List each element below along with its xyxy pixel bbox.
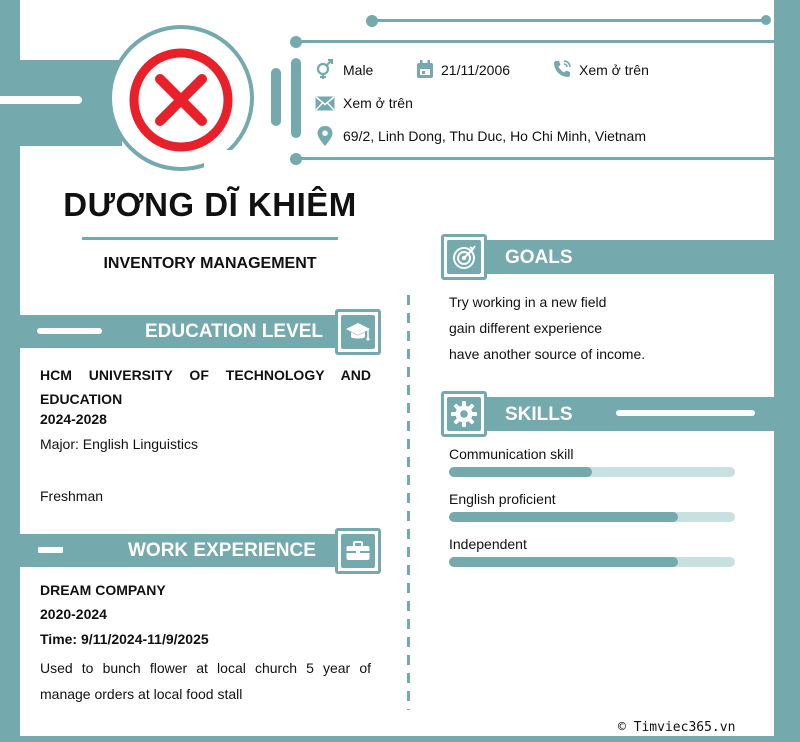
work-header-stripe [38, 547, 63, 553]
goal-line-2: gain different experience [449, 320, 603, 336]
goal-line-3: have another source of income. [449, 346, 646, 362]
candidate-name: DƯƠNG DĨ KHIÊM [63, 186, 357, 223]
work-time: Time: 9/11/2024-11/9/2025 [40, 631, 209, 647]
info-bottom-line [296, 157, 774, 160]
skill-name: English proficient [449, 491, 556, 507]
email-value: Xem ở trên [343, 95, 413, 111]
column-divider [407, 295, 410, 710]
briefcase-icon [341, 534, 375, 568]
education-icon-box [335, 309, 381, 355]
work-heading: WORK EXPERIENCE [128, 540, 316, 561]
phone-value: Xem ở trên [579, 62, 649, 78]
frame-right [774, 0, 800, 742]
work-company: DREAM COMPANY [40, 582, 166, 598]
skill-name: Communication skill [449, 446, 574, 462]
education-school: HCM UNIVERSITY OF TECHNOLOGY AND EDUCATION [40, 367, 371, 407]
goal-line-1: Try working in a new field [449, 294, 607, 310]
skill-fill [449, 512, 678, 522]
location-icon [315, 126, 335, 146]
calendar-icon [415, 59, 435, 79]
candidate-position: INVENTORY MANAGEMENT [103, 255, 317, 272]
goals-icon-box [441, 234, 487, 280]
top-line-end-dot [761, 15, 771, 25]
skills-icon-box [441, 391, 487, 437]
address-value: 69/2, Linh Dong, Thu Duc, Ho Chi Minh, Vietnam [343, 128, 646, 144]
copyright-text: © Timviec365.vn [618, 720, 736, 735]
skill-track [449, 512, 735, 522]
goals-heading: GOALS [505, 247, 573, 268]
gear-icon [447, 397, 481, 431]
skill-fill [449, 467, 592, 477]
education-heading: EDUCATION LEVEL [145, 321, 324, 342]
skill-name: Independent [449, 536, 527, 552]
info-top-line [296, 40, 774, 43]
graduation-cap-icon [341, 315, 375, 349]
header-left-stripe [0, 96, 82, 104]
phone-icon [552, 59, 572, 79]
top-line-dot [366, 15, 378, 27]
skill-track [449, 467, 735, 477]
info-side-bar-1 [271, 68, 281, 126]
skills-header-stripe [616, 410, 755, 416]
birthday-value: 21/11/2006 [441, 62, 511, 78]
info-side-bar-2 [291, 58, 301, 138]
skill-fill [449, 557, 678, 567]
target-icon [447, 240, 481, 274]
info-bottom-dot [290, 153, 302, 165]
mail-icon [315, 93, 335, 113]
gender-value: Male [343, 62, 374, 78]
work-description: Used to bunch flower at local church 5 year of manage orders at local food stall [40, 660, 371, 702]
education-header-stripe [37, 328, 102, 334]
education-major: Major: English Linguistics [40, 436, 198, 452]
gender-icon [315, 59, 335, 79]
frame-bottom [0, 736, 800, 742]
error-x-icon [126, 45, 236, 155]
work-icon-box [335, 528, 381, 574]
skill-track [449, 557, 735, 567]
education-status: Freshman [40, 488, 104, 504]
skills-heading: SKILLS [505, 404, 573, 425]
top-line [372, 19, 766, 22]
education-years: 2024-2028 [40, 411, 107, 427]
info-top-dot [290, 36, 302, 48]
work-years: 2020-2024 [40, 606, 107, 622]
name-underline [82, 237, 338, 240]
